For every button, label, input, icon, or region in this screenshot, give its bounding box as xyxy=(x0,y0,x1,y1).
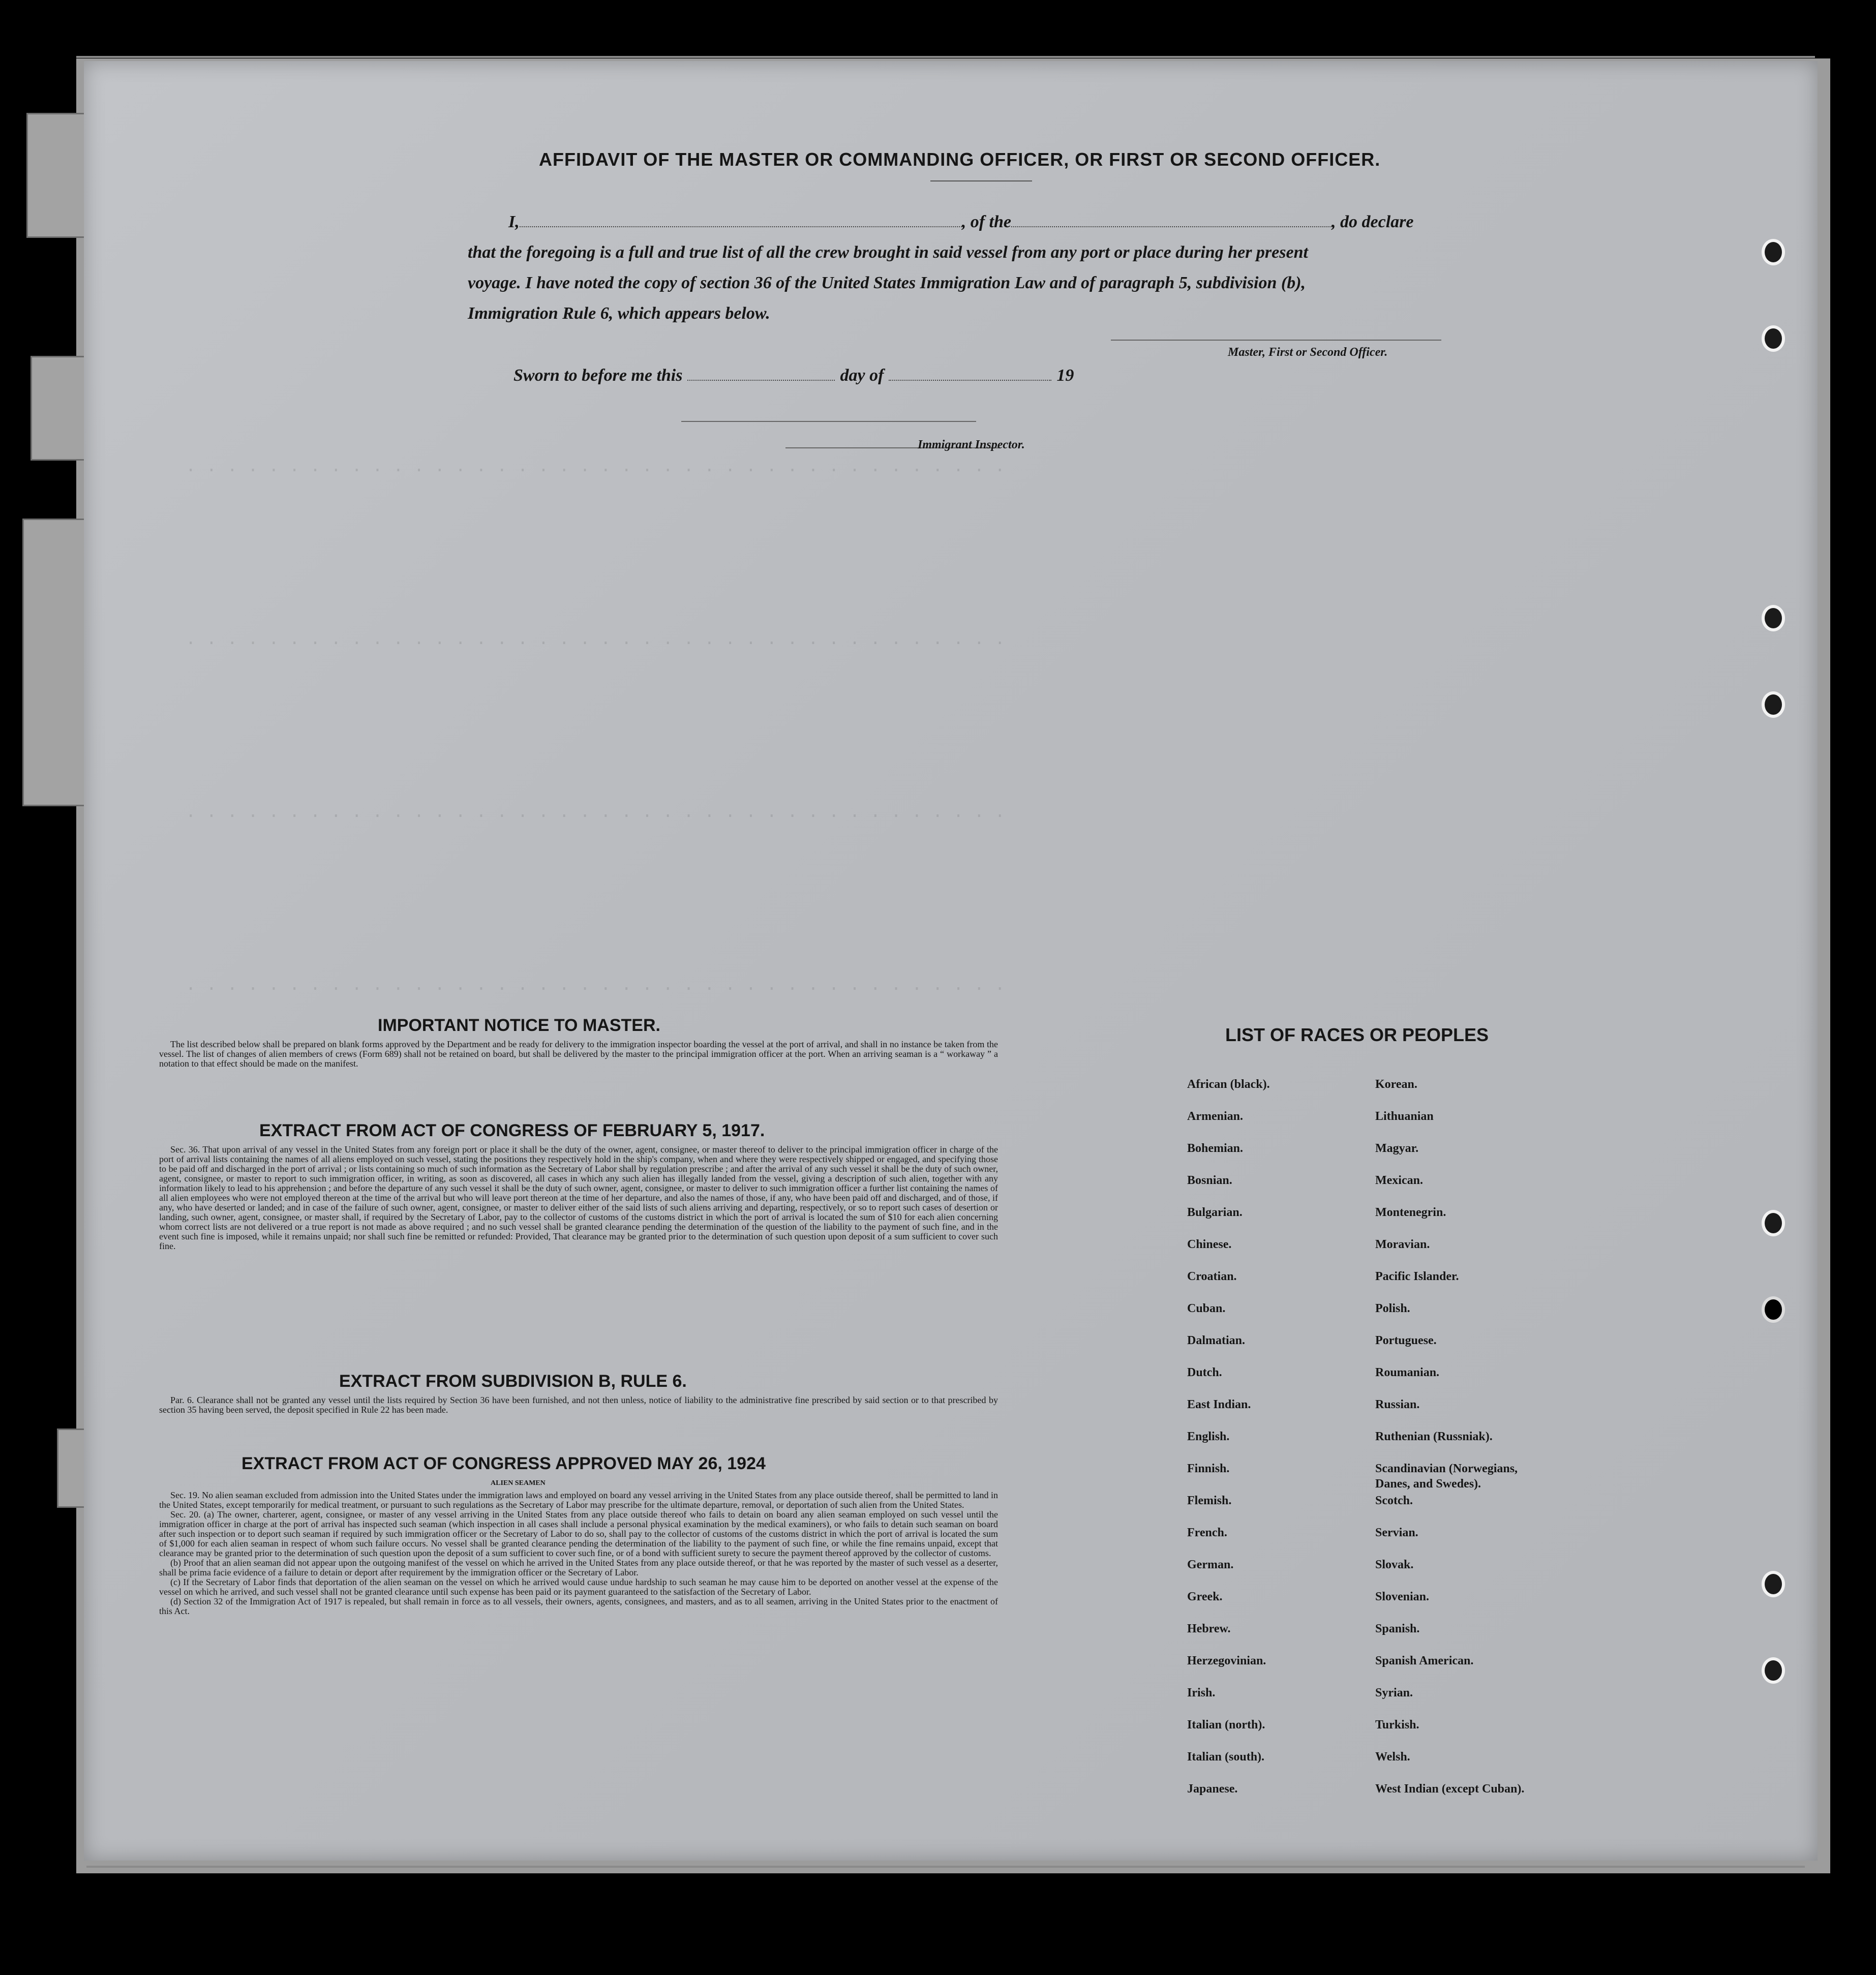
sworn-line xyxy=(513,366,1074,385)
binder-tab-3 xyxy=(22,519,86,806)
race-list-item: Croatian. xyxy=(1187,1270,1237,1283)
race-list-item: English. xyxy=(1187,1430,1230,1443)
race-list-item: Armenian. xyxy=(1187,1110,1243,1123)
race-list-item: Scandinavian (Norwegians, xyxy=(1375,1462,1518,1475)
race-list-item: Servian. xyxy=(1375,1526,1418,1539)
race-list-item: Slovak. xyxy=(1375,1558,1414,1571)
do-declare-label: , do declare xyxy=(1332,212,1414,231)
sec20a-text: Sec. 20. (a) The owner, charterer, agent, consignee, or master of any vessel arriving in the United States from any place outside thereof who fails to detain on board any alien seaman employed on such vessel until the immigration officer in charge at the port of arrival has inspected such seaman (which inspection in all cases shall include a personal physical examination by the medical examiners), or who fails to detain such seaman on board after such inspection or to deport such seaman if required by such immigration officer or the Secretary of Labor to do so, shall pay to the collector of customs of the customs district in which the port of arrival is located the sum of $1,000 for each alien seaman in respect of whom such failure occurs. No vessel shall be granted clearance pending the determination of the liability to the payment of such fine, or while the fine remains unpaid, except that clearance may be granted prior to the determination of such question upon the deposit of a sum sufficient to cover such fine, or of a bond with sufficient surety to secure the payment thereof approved by the collector of customs. xyxy=(159,1509,998,1558)
affidavit-line-1 xyxy=(508,212,1413,232)
race-list-item: French. xyxy=(1187,1526,1227,1539)
rule6-title: EXTRACT FROM SUBDIVISION B, RULE 6. xyxy=(339,1372,687,1391)
par6-text: Par. 6. Clearance shall not be granted any vessel until the lists required by Section 36 have been furnished, and not then unless, notice of liability to the administrative fine prescribed by said section or to that prescribed by section 35 having been served, the deposit specified in Rule 22 has been made. xyxy=(159,1395,998,1415)
day-of-label: day of xyxy=(840,366,884,385)
sec20b-text: (b) Proof that an alien seaman did not appear upon the outgoing manifest of the vessel on which he arrived in the United States from any place outside thereof, or that he was reported by the master of such vessel as a deserter, shall be prima facie evidence of a failure to detain or deport after requirement by the immigration officer or the Secretary of Labor. xyxy=(159,1558,998,1577)
race-list-item: Mexican. xyxy=(1375,1174,1423,1187)
race-list-item: Moravian. xyxy=(1375,1238,1430,1251)
inspector-signature-line[interactable] xyxy=(681,421,976,422)
race-list-item: Hebrew. xyxy=(1187,1622,1231,1635)
race-list-item: Bosnian. xyxy=(1187,1174,1232,1187)
race-list-item: Korean. xyxy=(1375,1078,1417,1091)
sworn-day-blank[interactable] xyxy=(687,380,835,381)
section-36-text: Sec. 36. That upon arrival of any vessel in the United States from any foreign port or place it shall be the duty of the owner, agent, consignee, or master thereof to deliver to the principal immigration officer in charge of the port of arrival lists containing the names of all aliens employed on such vessel, stating the positions they respectively hold in the ship's company, when and where they were respectively shipped or engaged, and specifying those to be paid off and discharged in the port of arrival ; or lists containing so much of such information as the Secretary of Labor shall by regulation prescribe ; and after the arrival of any such vessel it shall be the duty of such owner, agent, consignee, or master to report to such immigration officer, in writing, as soon as discovered, all cases in which any such alien has illegally landed from the vessel, giving a description of such alien, together with any information likely to lead to his apprehension ; and before the departure of any such vessel it shall be the duty of such owner, agent, consignee, or master to deliver to such immigration officer a further list containing the names of all alien employees who were not employed thereon at the time of the arrival but who will leave port thereon at the time of her departure, and also the names of those, if any, who have been paid off and discharged, and of those, if any, who have deserted or landed; and in case of the failure of such owner, agent, consignee, or master to deliver either of the said lists of such aliens arriving and departing, respectively, or so to report such cases of desertion or landing, such owner, agent, consignee, or master shall, if required by the Secretary of Labor, pay to the collector of customs of the customs district in which the port of arrival is located the sum of $10 for each alien concerning whom correct lists are not delivered or a true report is not made as above required ; and no such vessel shall be granted clearance pending the determination of the question of the liability to the payment of such fine, and in the event such fine is imposed, while it remains unpaid; nor shall such fine be remitted or refunded: Provided, That clearance may be granted prior to the determination of such question upon deposit of a sum sufficient to cover such fine. xyxy=(159,1144,998,1251)
race-list-item: West Indian (except Cuban). xyxy=(1375,1782,1525,1796)
race-list-item: Slovenian. xyxy=(1375,1590,1430,1603)
race-list-item: Irish. xyxy=(1187,1686,1216,1699)
title-underline xyxy=(930,180,1032,181)
sec20c-text: (c) If the Secretary of Labor finds that deportation of the alien seaman on the vessel on which he arrived would cause undue hardship to such seaman he may cause him to be deported on another vessel at the expense of the vessel on which he arrived, and such vessel shall not be granted clearance until such expense has been paid or its payment guaranteed to the satisfaction of the Secretary of Labor. xyxy=(159,1577,998,1597)
race-list-item: Herzegovinian. xyxy=(1187,1654,1266,1667)
race-list-item: Polish. xyxy=(1375,1302,1410,1315)
page-edge-top xyxy=(76,56,1815,58)
race-list-item: Danes, and Swedes). xyxy=(1375,1477,1481,1491)
punch-hole-8 xyxy=(1762,1657,1785,1684)
punch-hole-4 xyxy=(1762,691,1785,718)
race-list-item: Flemish. xyxy=(1187,1494,1232,1507)
race-list-item: Finnish. xyxy=(1187,1462,1230,1475)
punch-hole-7 xyxy=(1762,1571,1785,1597)
alien-seamen-subtitle: ALIEN SEAMEN xyxy=(491,1479,546,1487)
binder-tab-1 xyxy=(26,113,86,238)
race-list-item: Portuguese. xyxy=(1375,1334,1437,1347)
race-list-item: Roumanian. xyxy=(1375,1366,1440,1379)
master-signature-label: Master, First or Second Officer. xyxy=(1228,346,1388,359)
race-list-item: Spanish American. xyxy=(1375,1654,1474,1667)
extract-1917-title: EXTRACT FROM ACT OF CONGRESS OF FEBRUARY 5, 1917. xyxy=(259,1121,765,1140)
sec19-text: Sec. 19. No alien seaman excluded from admission into the United States under the immigration laws and employed on board any vessel arriving in the United States from any place outside thereof, shall be permitted to land in the United States, except temporarily for medical treatment, or pursuant to such regulations as the Secretary of Labor may prescribe for the ultimate departure, removal, or deportation of such alien from the United States. xyxy=(159,1490,998,1510)
declarant-label: I, xyxy=(508,212,520,231)
of-the-label: , of the xyxy=(961,212,1012,231)
race-list-item: African (black). xyxy=(1187,1078,1270,1091)
extract-1924-title: EXTRACT FROM ACT OF CONGRESS APPROVED MAY 26, 1924 xyxy=(241,1454,766,1473)
notice-body xyxy=(159,1040,998,1069)
affidavit-line-4: Immigration Rule 6, which appears below. xyxy=(468,304,770,323)
extract-1917-body xyxy=(159,1145,998,1251)
punch-hole-1 xyxy=(1762,239,1785,265)
sworn-month-blank[interactable] xyxy=(889,380,1051,381)
race-list-item: German. xyxy=(1187,1558,1234,1571)
race-list-item: Russian. xyxy=(1375,1398,1420,1411)
race-list-item: Chinese. xyxy=(1187,1238,1232,1251)
notice-text: The list described below shall be prepared on blank forms approved by the Department and be ready for delivery to the immigration inspector boarding the vessel at the port of arrival, and shall in no instance be taken from the vessel. The list of changes of alien members of crews (Form 689) shall not be retained on board, but shall be delivered by the master to the principal immigration officer at the port. When an arriving seaman is a “ workaway ” a notation to that effect should be made on the manifest. xyxy=(159,1039,998,1069)
master-signature-line[interactable] xyxy=(1111,340,1441,341)
punch-hole-2 xyxy=(1762,325,1785,352)
race-list-item: Bulgarian. xyxy=(1187,1206,1243,1219)
race-list-item: Pacific Islander. xyxy=(1375,1270,1459,1283)
punch-hole-5 xyxy=(1762,1210,1785,1236)
race-list-item: Dutch. xyxy=(1187,1366,1222,1379)
page-edge-bottom-2 xyxy=(86,1866,1805,1868)
sec20d-text: (d) Section 32 of the Immigration Act of 1917 is repealed, but shall remain in force as to all vessels, their owners, agents, consignees, and masters, and as to all seamen, arriving in the United States prior to the enactment of this Act. xyxy=(159,1596,998,1616)
race-list-item: Welsh. xyxy=(1375,1750,1410,1764)
race-list-item: Italian (south). xyxy=(1187,1750,1265,1764)
race-list-item: Dalmatian. xyxy=(1187,1334,1245,1347)
vessel-name-blank[interactable] xyxy=(1011,226,1332,227)
inspector-label: Immigrant Inspector. xyxy=(918,438,1025,451)
punch-hole-6 xyxy=(1762,1296,1785,1323)
race-list-item: Magyar. xyxy=(1375,1142,1419,1155)
affidavit-line-3: voyage. I have noted the copy of section 36 of the United States Immigration Law and of paragraph 5, subdivision (b), xyxy=(468,274,1306,292)
race-list-item: Turkish. xyxy=(1375,1718,1419,1731)
race-list-item: Montenegrin. xyxy=(1375,1206,1446,1219)
races-title: LIST OF RACES OR PEOPLES xyxy=(1225,1024,1489,1045)
race-list-item: Greek. xyxy=(1187,1590,1223,1603)
race-list-item: Scotch. xyxy=(1375,1494,1413,1507)
race-list-item: East Indian. xyxy=(1187,1398,1251,1411)
declarant-name-blank[interactable] xyxy=(520,226,962,227)
affidavit-title: AFFIDAVIT OF THE MASTER OR COMMANDING OFFICER, OR FIRST OR SECOND OFFICER. xyxy=(539,149,1381,170)
race-list-item: Spanish. xyxy=(1375,1622,1420,1635)
race-list-item: Japanese. xyxy=(1187,1782,1238,1796)
notice-title: IMPORTANT NOTICE TO MASTER. xyxy=(378,1016,660,1035)
rule6-body xyxy=(159,1395,998,1415)
race-list-item: Bohemian. xyxy=(1187,1142,1244,1155)
race-list-item: Ruthenian (Russniak). xyxy=(1375,1430,1493,1443)
document-sheet: . . . . . . . . . . . . . . . . . . . . . . . . . . . . . . . . . . . . . . . . . . . . . . . . . . . . . . . . . . . . . . . . . . . . . . . . . . . . . . . . . . . . . . . . . . . . . . . . . . . . . . . . . . . . . . . . . . . . . . . . . . . . . . . . . . . . . . . . . . . . . . . . . . . . . . . . . . . . . . . . AFFIDAVIT OF THE MASTER OR COMMANDING OFFICER, OR FIRST OR SECOND OFFICER. I, , of the , do declare that the foregoing is a full and true list of all the crew brought in said vessel from any port or place during her present voyage. I have noted the copy of section 36 of the United States Immigration Law and of paragraph 5, subdivision (b), Immigration Rule 6, which appears below. Master, First or Second Officer. Sworn to before me this day of 19 Immigrant Inspector. IMPORTANT NOTICE TO MASTER. The list described below shall be prepared on blank forms approved by the Department and be ready for delivery to the immigration inspector boarding the vessel at the port of arrival, and shall in no instance be taken from the vessel. The list of changes of alien members of crews (Form 689) shall not be retained on board, but shall be delivered by the master to the principal immigration officer at the port. When an arriving seaman is a “ workaway ” a notation to that effect should be made on the manifest. EXTRACT FROM ACT OF CONGRESS OF FEBRUARY 5, 1917. Sec. 36. That upon arrival of any vessel in the United States from any foreign port or place it shall be the duty of the owner, agent, consignee, or master thereof to deliver to the principal immigration officer in charge of the port of arrival lists containing the names of all aliens employed on such vessel, stating the positions they respectively hold in the ship's company, when and where they were respectively shipped or engaged, and specifying those to be paid off and discharged in the port of arrival ; or lists containing so much of such information as the Secretary of Labor shall by regulation prescribe ; and after the arrival of any such vessel it shall be the duty of such owner, agent, consignee, or master to report to such immigration officer, in writing, as soon as discovered, all cases in which any such alien has illegally landed from the vessel, giving a description of such alien, together with any information likely to lead to his apprehension ; and before the departure of any such vessel it shall be the duty of such owner, agent, consignee, or master to deliver to such immigration officer a further list containing the names of all alien employees who were not employed thereon at the time of the arrival but who will leave port thereon at the time of her departure, and also the names of those, if any, who have been paid off and discharged, and of those, if any, who have deserted or landed; and in case of the failure of such owner, agent, consignee, or master to deliver either of the said lists of such aliens arriving and departing, respectively, or so to report such cases of desertion or landing, such owner, agent, consignee, or master shall, if required by the Secretary of Labor, pay to the collector of customs of the customs district in which the port of arrival is located the sum of $10 for each alien concerning whom correct lists are not delivered or a true report is not made as above required ; and no such vessel shall be granted clearance pending the determination of the question of the liability to the payment of such fine, and in the event such fine is imposed, while it remains unpaid; nor shall such fine be remitted or refunded: Provided, That clearance may be granted prior to the determination of such question upon deposit of a sum sufficient to cover such fine. EXTRACT FROM SUBDIVISION B, RULE 6. Par. 6. Clearance shall not be granted any vessel until the lists required by Section 36 have been furnished, and not then unless, notice of liability to the administrative fine prescribed by said section or to that prescribed by section 35 having been served, the deposit specified in Rule 22 has been made. EXTRACT FROM ACT OF CONGRESS APPROVED MAY 26, 1924 ALIEN SEAMEN Sec. 19. No alien seaman excluded from admission into the United States under the immigration laws and employed on board any vessel arriving in the United States from any place outside thereof, shall be permitted to land in the United States, except temporarily for medical treatment, or pursuant to such regulations as the Secretary of Labor may prescribe for the ultimate departure, removal, or deportation of such alien from the United States. Sec. 20. (a) The owner, charterer, agent, consignee, or master of any vessel arriving in the United States from any place outside thereof who fails to detain on board any alien seaman employed on such vessel until the immigration officer in charge at the port of arrival has inspected such seaman (which inspection in all cases shall include a personal physical examination by the medical examiners), or who fails to detain such seaman on board after such inspection or to deport such seaman if required by such immigration officer or the Secretary of Labor to do so, shall pay to the collector of customs of the customs district in which the port of arrival is located the sum of $1,000 for each alien seaman in respect of whom such failure occurs. No vessel shall be granted clearance pending the determination of the liability to the payment of such fine, or while the fine remains unpaid, except that clearance may be granted prior to the determination of such question upon the deposit of a sum sufficient to cover such fine, or of a bond with sufficient surety to secure the payment thereof approved by the collector of customs. (b) Proof that an alien seaman did not appear upon the outgoing manifest of the vessel on which he arrived in the United States from any place outside thereof, or that he was reported by the master of such vessel as a deserter, shall be prima facie evidence of a failure to detain or deport after requirement by the immigration officer or the Secretary of Labor. (c) If the Secretary of Labor finds that deportation of the alien seaman on the vessel on which he arrived would cause undue hardship to such seaman he may cause him to be deported on another vessel at the expense of the vessel on which he arrived, and such vessel shall not be granted clearance until such expense has been paid or its payment guaranteed to the satisfaction of the Secretary of Labor. (d) Section 32 of the Immigration Act of 1917 is repealed, but shall remain in force as to all vessels, their owners, agents, consignees, and masters, and as to all seamen, arriving in the United States prior to the enactment of this Act. LIST OF RACES OR PEOPLES African (black). Armenian. Bohemian. Bosnian. Bulgarian. Chinese. Croatian. Cuban. Dalmatian. Dutch. East Indian. English. Finnish. Flemish. French. German. Greek. Hebrew. Herzegovinian. Irish. Italian (north). Italian (south). Japanese. Korean. Lithuanian Magyar. Mexican. Montenegrin. Moravian. Pacific Islander. Polish. Portuguese. Roumanian. Russian. Ruthenian (Russniak). Scandinavian (Norwegians, Danes, and Swedes). Scotch. Servian. Slovak. Slovenian. Spanish. Spanish American. Syrian. Turkish. Welsh. West Indian (except Cuban). xyxy=(84,61,1818,1861)
race-list-item: Cuban. xyxy=(1187,1302,1226,1315)
punch-hole-3 xyxy=(1762,605,1785,631)
extract-1924-body xyxy=(159,1491,998,1616)
sworn-label: Sworn to before me this xyxy=(513,366,683,385)
race-list-item: Lithuanian xyxy=(1375,1110,1434,1123)
race-list-item: Italian (north). xyxy=(1187,1718,1265,1731)
race-list-item: Syrian. xyxy=(1375,1686,1413,1699)
binder-tab-4 xyxy=(57,1429,86,1508)
binder-tab-2 xyxy=(31,356,86,461)
affidavit-line-2: that the foregoing is a full and true list of all the crew brought in said vessel from any port or place during her present xyxy=(468,243,1308,262)
year-label: 19 xyxy=(1056,366,1074,385)
